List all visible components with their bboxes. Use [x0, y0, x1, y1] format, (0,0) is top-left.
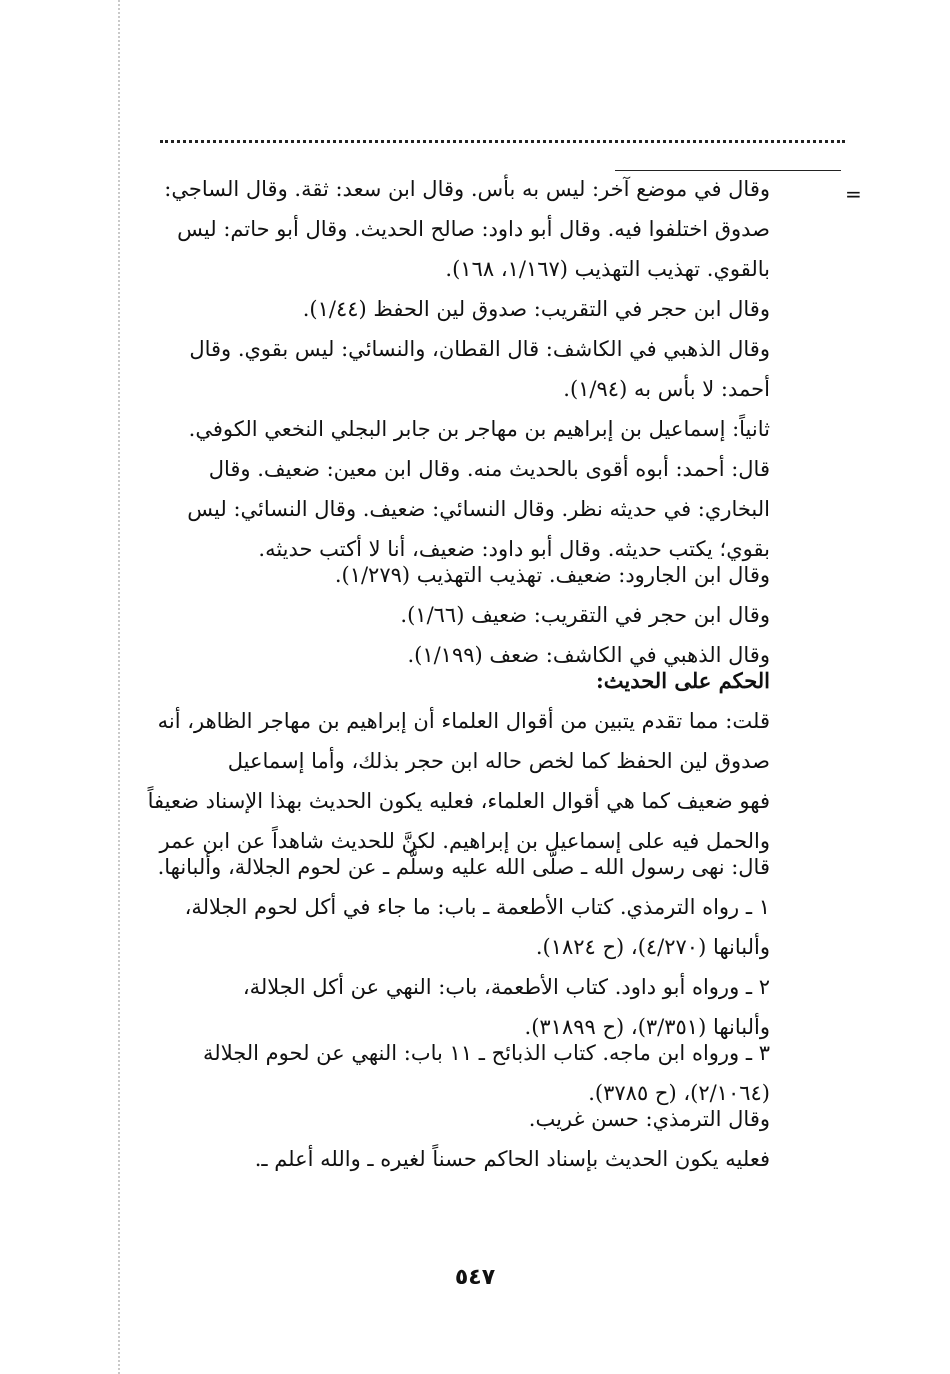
text-line: وألبانها (٣/٣٥١)، (ح ٣١٨٩٩). — [524, 1015, 770, 1039]
text-line: قال: نهى رسول الله ـ صلَّى الله عليه وسلَّم ـ عن لحوم الجلالة، وألبانها. — [157, 855, 770, 879]
text-line: وألبانها (٤/٢٧٠)، (ح ١٨٢٤). — [535, 935, 770, 959]
text-line: صدوق لين الحفظ كما لخص حاله ابن حجر بذلك، وأما إسماعيل — [227, 749, 770, 773]
text-line: البخاري: في حديثه نظر. وقال النسائي: ضعيف. وقال النسائي: ليس — [187, 497, 770, 521]
text-line: بالقوي. تهذيب التهذيب (١/١٦٧، ١٦٨). — [445, 257, 770, 281]
page-number: ٥٤٧ — [454, 1265, 496, 1290]
text-line: وقال ابن الجارود: ضعيف. تهذيب التهذيب (١/٢٧٩). — [334, 563, 770, 587]
header-dotted-rule — [160, 140, 845, 143]
text-line: بقوي؛ يكتب حديثه. وقال أبو داود: ضعيف، أنا لا أكتب حديثه. — [258, 537, 770, 561]
text-line: (٢/١٠٦٤)، (ح ٣٧٨٥). — [588, 1081, 770, 1105]
text-line: قال: أحمد: أبوه أقوى بالحديث منه. وقال ابن معين: ضعيف. وقال — [208, 457, 770, 481]
scan-margin-dots — [118, 0, 120, 1374]
text-line: وقال ابن حجر في التقريب: صدوق لين الحفظ (١/٤٤). — [302, 297, 770, 321]
text-line: وقال الترمذي: حسن غريب. — [528, 1107, 770, 1131]
text-line: فعليه يكون الحديث بإسناد الحاكم حسناً لغيره ـ والله أعلم ـ. — [254, 1147, 770, 1171]
text-line: وقال الذهبي في الكاشف: قال القطان، والنسائي: ليس بقوي. وقال — [189, 337, 770, 361]
text-line: صدوق اختلفوا فيه. وقال أبو داود: صالح الحديث. وقال أبو حاتم: ليس — [177, 217, 770, 241]
text-line: ٢ ـ ورواه أبو داود. كتاب الأطعمة، باب: النهي عن أكل الجلالة، — [242, 975, 770, 999]
text-line: وقال في موضع آخر: ليس به بأس. وقال ابن سعد: ثقة. وقال الساجي: — [164, 177, 770, 201]
text-line: فهو ضعيف كما هي أقوال العلماء، فعليه يكون الحديث بهذا الإسناد ضعيفاً — [147, 789, 770, 813]
text-line: أحمد: لا بأس به (١/٩٤). — [563, 377, 770, 401]
text-line: قلت: مما تقدم يتبين من أقوال العلماء أن إبراهيم بن مهاجر الظاهر، أنه — [157, 709, 770, 733]
text-line: ٣ ـ ورواه ابن ماجه. كتاب الذبائح ـ ١١ باب: النهي عن لحوم الجلالة — [203, 1041, 770, 1065]
text-line: والحمل فيه على إسماعيل بن إبراهيم. لكنَّ للحديث شاهداً عن ابن عمر — [159, 829, 770, 853]
section-heading: الحكم على الحديث: — [596, 668, 770, 693]
page-body — [147, 176, 770, 1186]
text-line: ثانياً: إسماعيل بن إبراهيم بن مهاجر بن جابر البجلي النخعي الكوفي. — [188, 417, 770, 441]
continuation-mark: = — [845, 182, 862, 206]
footnote-separator-line — [615, 170, 841, 171]
text-line: ١ ـ رواه الترمذي. كتاب الأطعمة ـ باب: ما جاء في أكل لحوم الجلالة، — [184, 895, 770, 919]
text-line: وقال الذهبي في الكاشف: ضعف (١/١٩٩). — [407, 643, 770, 667]
text-line: وقال ابن حجر في التقريب: ضعيف (١/٦٦). — [400, 603, 770, 627]
